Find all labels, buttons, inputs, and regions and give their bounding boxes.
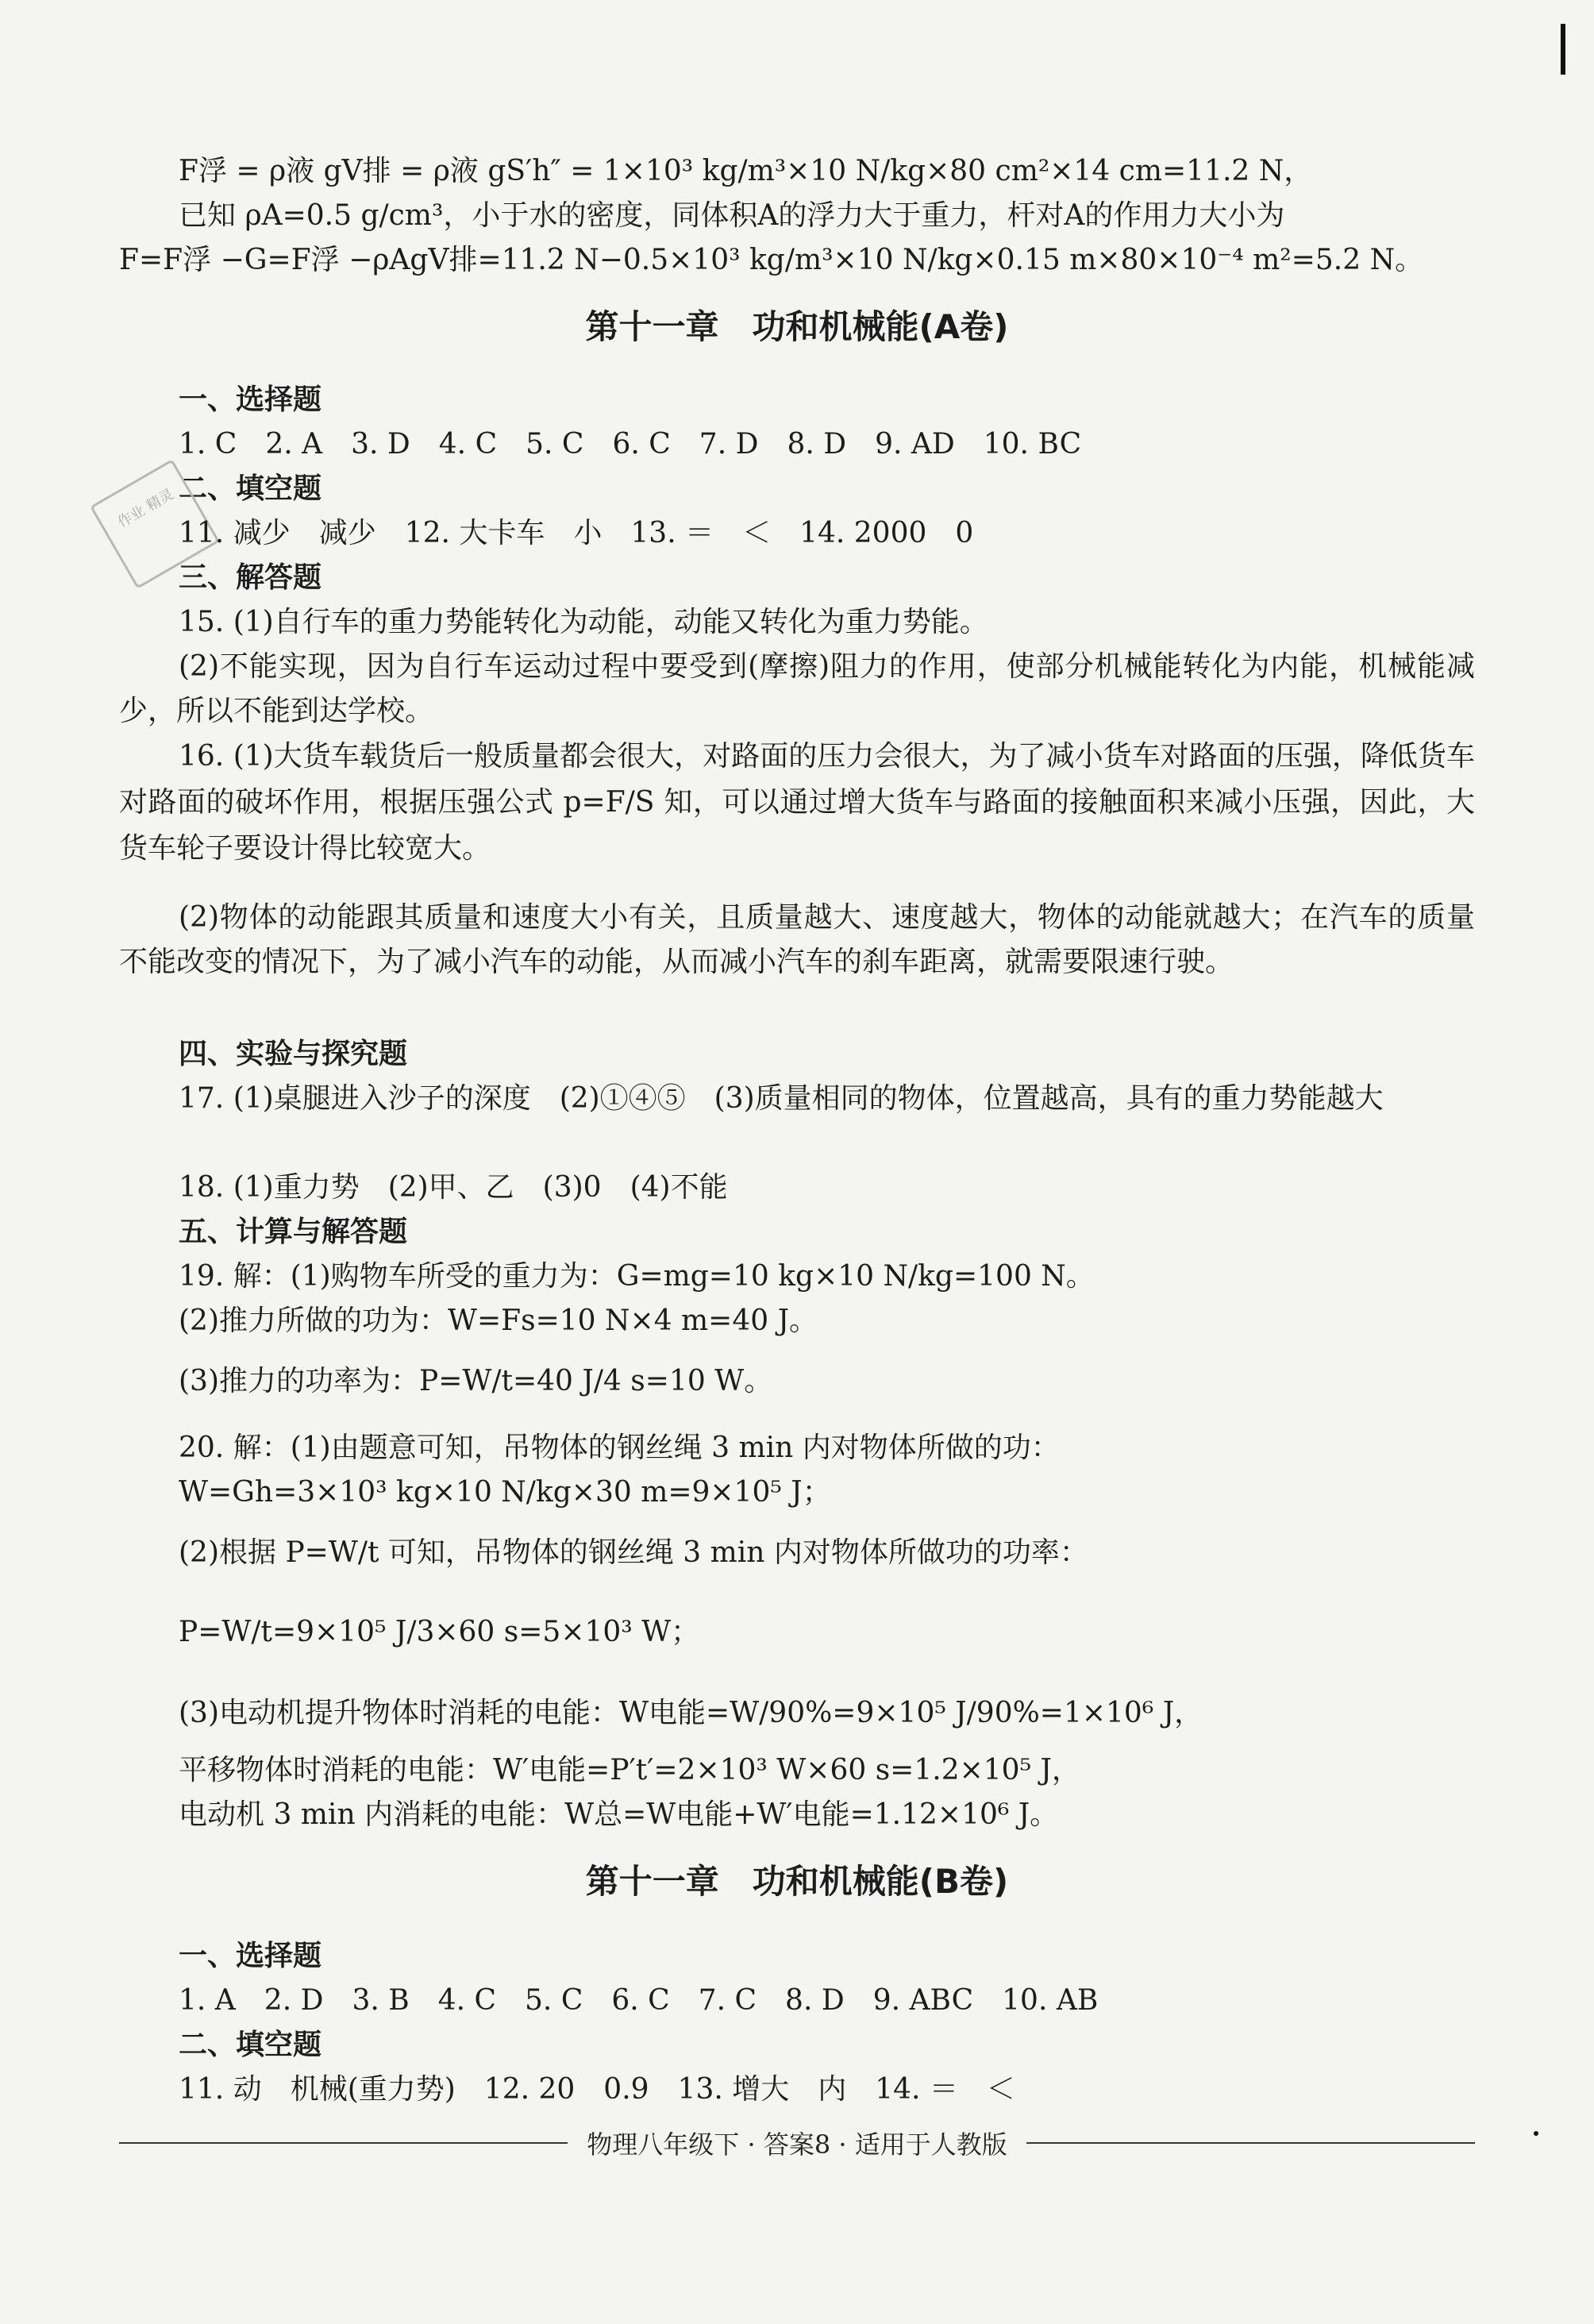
chapter-title-b: 第十一章 功和机械能(B卷) xyxy=(585,1862,1009,1901)
section-heading: 一、选择题 xyxy=(179,383,322,416)
answer-20-5: (3)电动机提升物体时消耗的电能：W电能=W/90%=9×10⁵ J/90%=1×10⁶ J， xyxy=(179,1697,1203,1729)
watermark-stamp: 作业 精灵 xyxy=(90,459,220,589)
chapter-title-a: 第十一章 功和机械能(A卷) xyxy=(585,307,1009,346)
answer-15-2: (2)不能实现，因为自行车运动过程中要受到(摩擦)阻力的作用，使部分机械能转化为内能，机械能减少，所以不能到达学校。 xyxy=(119,650,1475,727)
answer-20-7: 电动机 3 min 内消耗的电能：W总=W电能+W′电能=1.12×10⁶ J。 xyxy=(179,1798,1059,1831)
answer-20-1: 20. 解：(1)由题意可知，吊物体的钢丝绳 3 min 内对物体所做的功： xyxy=(179,1432,1060,1464)
fill-answers: 11. 减少 减少 12. 大卡车 小 13. ＝ ＜ 14. 2000 0 xyxy=(179,517,974,549)
answer-19-3: (3)推力的功率为：P=W/t=40 J/4 s=10 W。 xyxy=(179,1365,773,1397)
answer-17: 17. (1)桌腿进入沙子的深度 (2)①④⑤ (3)质量相同的物体，位置越高，具有的重力势能越大 xyxy=(179,1082,1384,1115)
footer-rule-right xyxy=(1026,2142,1475,2144)
answer-16-2: (2)物体的动能跟其质量和速度大小有关，且质量越大、速度越大，物体的动能就越大；在汽车的质量不能改变的情况下，为了减小汽车的动能，从而减小汽车的刹车距离，就需要限速行驶。 xyxy=(119,901,1475,978)
section-heading: 一、选择题 xyxy=(179,1940,322,1972)
choice-answers: 1. A 2. D 3. B 4. C 5. C 6. C 7. C 8. D 9. ABC 10. AB xyxy=(179,1984,1099,2017)
scan-edge-mark xyxy=(1561,24,1565,75)
text-line: F=F浮 −G=F浮 −ρAgV排=11.2 N−0.5×10³ kg/m³×10 N/kg×0.15 m×80×10⁻⁴ m²=5.2 N。 xyxy=(119,244,1424,276)
answer-19-2: (2)推力所做的功为：W=Fs=10 N×4 m=40 J。 xyxy=(179,1305,818,1337)
footer-text: 物理八年级下 · 答案8 · 适用于人教版 xyxy=(587,2129,1007,2160)
answer-20-4: P=W/t=9×10⁵ J/3×60 s=5×10³ W； xyxy=(179,1616,700,1648)
answer-20-2: W=Gh=3×10³ kg×10 N/kg×30 m=9×10⁵ J； xyxy=(179,1476,831,1509)
section-heading: 三、解答题 xyxy=(179,561,322,594)
section-heading: 二、填空题 xyxy=(179,472,322,505)
answer-19-1: 19. 解：(1)购物车所受的重力为：G=mg=10 kg×10 N/kg=100 N。 xyxy=(179,1260,1095,1293)
page-footer xyxy=(119,2125,1475,2161)
answer-20-6: 平移物体时消耗的电能：W′电能=P′t′=2×10³ W×60 s=1.2×10⁵ J， xyxy=(179,1754,1080,1786)
section-heading: 四、实验与探究题 xyxy=(179,1038,408,1070)
answer-20-3: (2)根据 P=W/t 可知，吊物体的钢丝绳 3 min 内对物体所做功的功率： xyxy=(179,1536,1088,1569)
section-heading: 二、填空题 xyxy=(179,2029,322,2061)
answer-15-1: 15. (1)自行车的重力势能转化为动能，动能又转化为重力势能。 xyxy=(179,606,988,638)
answer-18: 18. (1)重力势 (2)甲、乙 (3)0 (4)不能 xyxy=(179,1171,728,1204)
answer-16-1: 16. (1)大货车载货后一般质量都会很大，对路面的压力会很大，为了减小货车对路面的压强，降低货车对路面的破坏作用，根据压强公式 p=F/S 知，可以通过增大货车与路面的接触面积来减小压强，因此，大货车轮子要设计得比较宽大。 xyxy=(119,740,1475,865)
text-line: F浮 = ρ液 gV排 = ρ液 gS′h″ = 1×10³ kg/m³×10 N/kg×80 cm²×14 cm=11.2 N， xyxy=(179,155,1313,187)
scan-dot xyxy=(1534,2131,1538,2136)
footer-rule-left xyxy=(119,2142,568,2144)
fill-answers: 11. 动 机械(重力势) 12. 20 0.9 13. 增大 内 14. ＝ ＜ xyxy=(179,2073,1015,2106)
text-line: 已知 ρA=0.5 g/cm³，小于水的密度，同体积A的浮力大于重力，杆对A的作用力大小为 xyxy=(179,199,1285,232)
section-heading: 五、计算与解答题 xyxy=(179,1216,408,1248)
choice-answers: 1. C 2. A 3. D 4. C 5. C 6. C 7. D 8. D 9. AD 10. BC xyxy=(179,428,1082,461)
